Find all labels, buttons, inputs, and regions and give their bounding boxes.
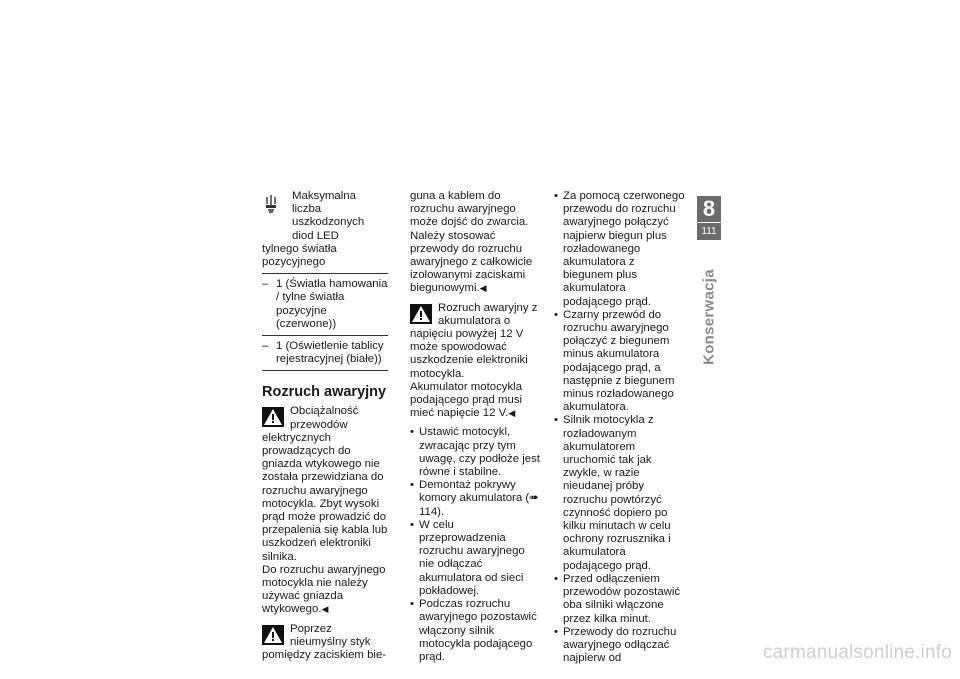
paragraph-2: Należy stosować przewody do rozruchu awaryjnego z całkowicie izolowanymi zaciskami biegunowymi.◀ <box>410 229 533 295</box>
value-text-1: 1 (Światła hamowania / tylne światła pozycyjne (czerwone)) <box>276 278 388 330</box>
list-item-text: Podczas rozruchu awaryjnego pozostawić włączony silnik motocykla podającego prąd. <box>419 598 537 663</box>
bullet-marker: • <box>410 518 414 531</box>
paragraph-1: guna a kablem do rozruchu awaryjnego może dojść do zwarcia. <box>410 190 529 229</box>
warning-triangle-icon <box>410 304 432 324</box>
list-item-text: Czarny przewód do rozruchu awaryjnego połączyć z biegunem minus akumulatora podającego prąd, a następnie z biegunem minus rozładowanego akumulatora. <box>563 308 675 414</box>
bulb-info-icon <box>262 192 280 214</box>
end-mark: ◀ <box>508 408 516 419</box>
list-item-text: Przed odłączeniem przewodów pozostawić oba silniki włączone przez kilka minut. <box>563 572 681 625</box>
bullet-marker: • <box>410 426 414 439</box>
section-side-label <box>691 269 727 365</box>
warning-text-1b: Do rozruchu awaryjnego motocykla nie należy używać gniazda wtykowego.◀ <box>262 563 386 616</box>
chapter-number: 8 <box>702 196 716 221</box>
section-label-text: Konserwacja <box>700 269 718 365</box>
note-line-2: uszkodzonych diod LED <box>292 216 365 242</box>
value-text-2: 1 (Oświetlenie tablicy rejestracyjnej (białe)) <box>276 340 384 366</box>
list-item <box>554 309 686 415</box>
note-line-3: tylnego światła pozycyjnego <box>262 242 337 269</box>
dash-marker: – <box>262 278 269 291</box>
list-item <box>554 190 686 309</box>
list-item-text: Demontaż pokrywy komory akumulatora (➠ 114). <box>419 479 539 518</box>
bullet-marker: • <box>410 598 414 611</box>
column-1 <box>262 190 388 662</box>
bullet-marker: • <box>554 414 558 427</box>
bullet-list-1 <box>410 426 540 664</box>
bullet-marker: • <box>554 625 558 638</box>
value-item-2 <box>262 340 388 366</box>
list-item-text: Za pomocą czerwonego przewodu do rozruchu awaryjnego połączyć najpierw biegun plus rozładowanego akumulatora z biegunem plus akumulatora podającego prąd. <box>563 190 685 308</box>
list-item <box>554 414 686 572</box>
section-heading: Rozruch awaryjny <box>262 384 387 401</box>
warning-triangle-icon <box>262 625 284 645</box>
bullet-marker: • <box>554 308 558 321</box>
list-item-text: Silnik motocykla z rozładowanym akumulatorem uruchomić tak jak zwykle, w razie nieudanej próby rozruchu powtórzyć czynność dopiero po kilku minutach w celu ochrony rozrusznika i akumulatora podającego prąd. <box>563 414 671 572</box>
warning-text-3: Rozruch awaryjny z akumulatora o napięciu powyżej 12 V może spowodować uszkodzenie elektroniki motocykla. <box>410 301 538 380</box>
info-note <box>262 190 388 269</box>
bullet-marker: • <box>554 190 558 202</box>
value-item-1 <box>262 278 388 331</box>
warning-triangle-icon <box>262 407 284 427</box>
list-item-text: Przewody do rozruchu awaryjnego odłączać najpierw od <box>563 625 677 665</box>
bullet-marker: • <box>410 479 414 492</box>
warning-block-3 <box>410 302 540 381</box>
warning-text-2: Poprzez nieumyślny styk pomiędzy zaciskiem bie- <box>262 622 387 662</box>
divider <box>262 335 388 336</box>
note-line-1: Maksymalna liczba <box>292 190 356 216</box>
warning-block-2 <box>262 623 388 663</box>
list-item-text: Ustawić motocykl, zwracając przy tym uwagę, czy podłoże jest równe i stabilne. <box>419 426 540 479</box>
page-number: 111 <box>701 226 717 237</box>
end-mark: ◀ <box>479 283 487 294</box>
bullet-marker: • <box>554 572 558 585</box>
list-item <box>410 598 540 664</box>
tab-divider <box>697 222 721 223</box>
warning-text-1: Obciążalność przewodów elektrycznych prowadzących do gniazda wtykowego nie została przewidziana do rozruchu awaryjnego motocykla. Zbyt wysoki prąd może prowadzić do przepalenia się kabla lub uszkodzeń elektroniki silnika. <box>262 405 388 563</box>
paragraph-3: Akumulator motocykla podającego prąd musi mieć napięcie 12 V.◀ <box>410 380 523 420</box>
column-3 <box>554 190 686 665</box>
list-item <box>410 519 540 598</box>
list-item <box>410 479 540 519</box>
list-item-text: W celu przeprowadzenia rozruchu awaryjnego nie odłączać akumulatora od sieci pokładowej. <box>419 518 525 597</box>
end-mark: ◀ <box>321 604 329 615</box>
list-item <box>554 573 686 626</box>
bullet-list-2 <box>554 190 686 665</box>
divider <box>262 370 388 371</box>
list-item <box>410 426 540 479</box>
watermark: carmanualsonline.info <box>762 642 952 663</box>
divider <box>262 273 388 274</box>
dash-marker: – <box>262 340 269 353</box>
column-2 <box>410 190 540 664</box>
warning-block-1 <box>262 405 388 616</box>
